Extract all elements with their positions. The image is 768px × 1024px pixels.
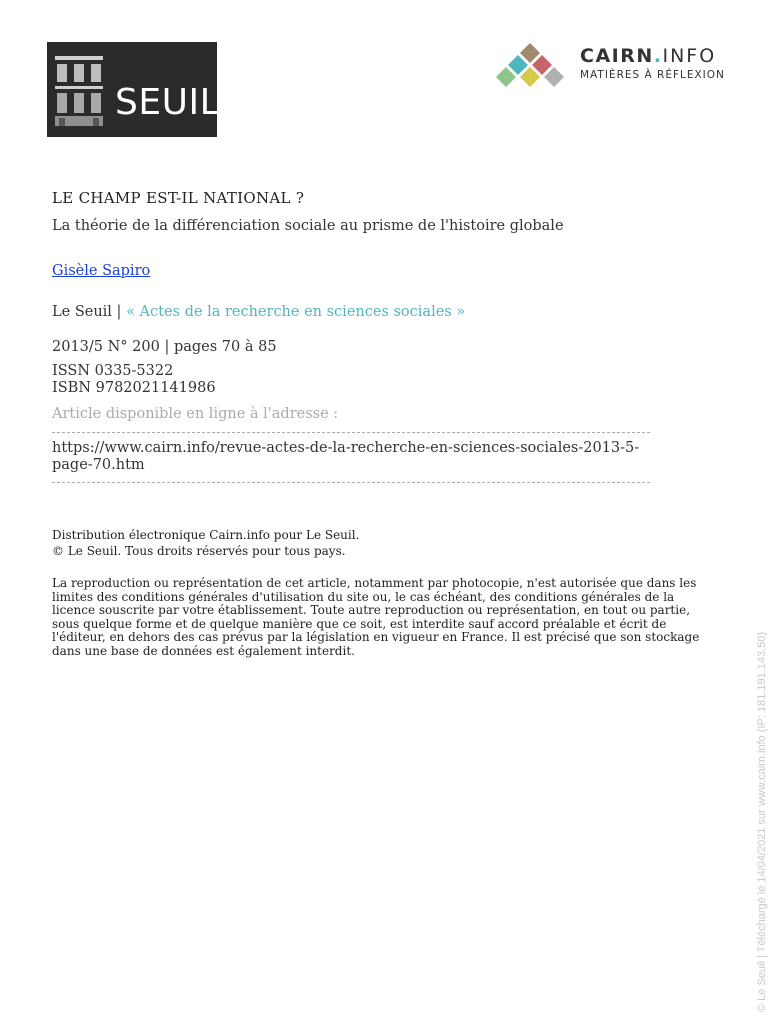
distribution-line: Distribution électronique Cairn.info pour Le Seuil. (52, 528, 360, 542)
isbn: ISBN 9782021141986 (52, 380, 216, 396)
seuil-logo (47, 42, 221, 137)
cairn-logo (488, 42, 728, 92)
article-title: LE CHAMP EST-IL NATIONAL ? (52, 189, 305, 207)
divider-bottom (52, 482, 650, 483)
article-url[interactable]: https://www.cairn.info/revue-actes-de-la-recherche-en-sciences-sociales-2013-5-page-70.htm (52, 440, 640, 473)
divider-top (52, 432, 650, 433)
publication-line (52, 304, 465, 320)
available-label: Article disponible en ligne à l'adresse : (52, 406, 339, 422)
article-subtitle: La théorie de la différenciation sociale au prisme de l'histoire globale (52, 218, 564, 234)
journal-link[interactable]: « Actes de la recherche en sciences sociales » (126, 304, 466, 320)
seuil-wordmark: SEUIL (115, 82, 221, 123)
author-link[interactable]: Gisèle Sapiro (52, 263, 151, 279)
identifiers (52, 363, 216, 397)
cairn-brand: CAIRN.INFO (580, 45, 717, 67)
cairn-tagline: MATIÈRES À RÉFLEXION (580, 69, 725, 81)
cairn-diamonds-icon (488, 42, 572, 92)
download-side-note: © Le Seuil | Téléchargé le 14/04/2021 sur www.cairn.info (IP: 181.191.143.50) (756, 631, 768, 1012)
legal-notice: La reproduction ou représentation de cet article, notamment par photocopie, n'est autorisée que dans les limites des conditions générales d'utilisation du site ou, le cas échéant, des conditions générales de la licence souscrite par votre établissement. Toute autre reproduction ou représentation, en tout ou partie, sous quelque forme et de quelque manière que ce soit, est interdite sauf accord préalable et écrit de l'éditeur, en dehors des cas prévus par la législation en vigueur en France. Il est précisé que son stockage dans une base de données est également interdit. (52, 576, 700, 658)
separator: | (111, 304, 127, 320)
distribution-notice (52, 527, 359, 559)
issn: ISSN 0335-5322 (52, 363, 174, 379)
publisher: Le Seuil (52, 304, 112, 320)
building-facade-icon (51, 50, 107, 130)
issue-info: 2013/5 N° 200 | pages 70 à 85 (52, 339, 277, 355)
copyright-line: © Le Seuil. Tous droits réservés pour tous pays. (52, 544, 346, 558)
